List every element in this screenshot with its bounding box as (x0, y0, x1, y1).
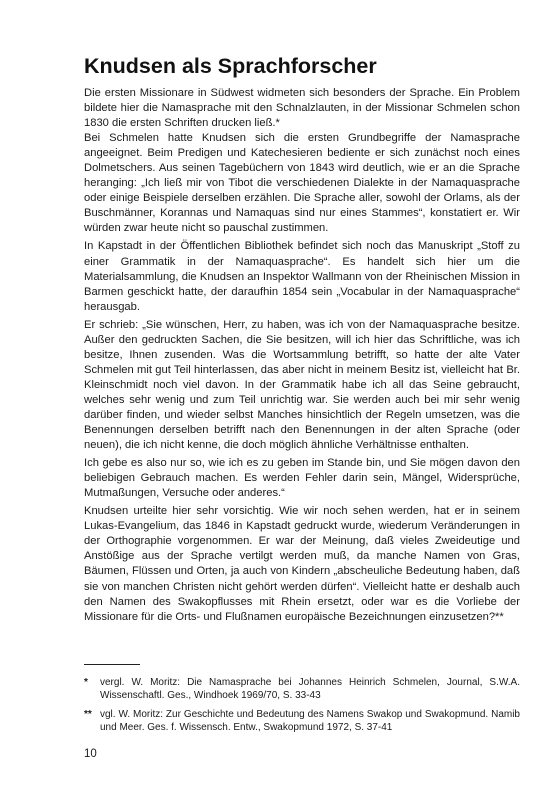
paragraph-schmelen: Bei Schmelen hatte Knudsen sich die ersten Grundbegriffe der Namasprache angeeignet. Beim Predigen und Katechesieren bediente er sich zunächst noch eines Dolmetschers. Aus seinen Tagebüchern von 1843 wird deutlich, wie er an die Sprache heranging: „Ich ließ mir von Tibot die verschiedenen Dialekte in der Namaquasprache oder einige Beispiele derselben erzählen. Die Sprache aller, sowohl der Orlams, als der Buschmänner, Korannas und Namaquas sind nur eines Stammes“, konstatiert er. Wir würden zwar heute nicht so pauschal zustimmen. (84, 132, 520, 235)
footnote-divider (84, 664, 140, 665)
paragraph-orthography: Knudsen urteilte hier sehr vorsichtig. Wie wir noch sehen werden, hat er in seinem Lukas-Evangelium, das 1846 in Kapstadt gedruckt wurde, wiederum Veränderungen in der Orthographie vorgenommen. Er war der Meinung, daß vieles Zweideutige und Anstößige aus der Sprache vertilgt werden muß, da manche Namen von Gras, Bäumen, Flüssen und Orten, ja auch von Kindern „abscheuliche Bedeutung haben, daß sie von manchen Christen nicht gehört werden dürfen“. Vielleicht hatte er deshalb auch den Namen des Swakopflusses mit Rhein ersetzt, oder war es die Vorliebe der Missionare für die Orts- und Flußnamen europäische Bezeichnungen einzusetzen?** (84, 505, 520, 623)
footnote-text: vergl. W. Moritz: Die Namasprache bei Johannes Heinrich Schmelen, Journal, S.W.A. Wissenschaftl. Ges., Windhoek 1969/70, S. 33-43 (100, 677, 520, 702)
page-title: Knudsen als Sprachforscher (84, 54, 377, 78)
footnotes (84, 676, 520, 740)
paragraph-letter-quote: Er schrieb: „Sie wünschen, Herr, zu haben, was ich von der Namaquasprache besitze. Außer den gedruckten Sachen, die Sie besitzen, will ich hier das Schriftliche, was ich besitze, Ihnen zusenden. Was die Wortsammlung betrifft, so hatte der alte Vater Schmelen mit gut Teil hinterlassen, das aber nicht in meinem Besitz ist, vielleicht hat Br. Kleinschmidt noch viel davon. In der Grammatik habe ich all das Seine gebraucht, welches sehr wenig und zum Teil unrichtig war. Sie werden auch bei mir sehr wenig darüber finden, und wieder selbst Manches hinsichtlich der Regeln umsetzen, was die Benennungen derselben betrifft nach den Benennungen in der alten Sprache (oder neuen), die ich nicht kenne, die doch möglich ähnliche Verhältnisse enthalten. (84, 318, 520, 452)
paragraph-kapstadt-manuscript: In Kapstadt in der Öffentlichen Bibliothek befindet sich noch das Manuskript „Stoff zu einer Grammatik in der Namaquasprache“. Es handelt sich hier um die Materialsammlung, die Knudsen an Inspektor Wallmann von der Rheinischen Mission in Barmen geschickt hatte, der daraufhin 1854 sein „Vocabular in der Namaquasprache“ herausgab. (84, 240, 520, 313)
footnote (84, 676, 520, 703)
footnote-text: vgl. W. Moritz: Zur Geschichte und Bedeutung des Namens Swakop und Swakopmund. Namib und Meer. Ges. f. Wissensch. Entw., Swakopmund 1972, S. 37-41 (100, 708, 520, 734)
footnote-mark: ** (84, 708, 92, 720)
page-number: 10 (84, 748, 97, 760)
footnote-mark: * (84, 677, 88, 688)
body-text (84, 86, 520, 625)
footnote (84, 708, 520, 735)
paragraph-intro: Die ersten Missionare in Südwest widmeten sich besonders der Sprache. Ein Problem bildete hier die Namasprache mit den Schnalzlauten, in der Missionar Schmelen schon 1830 die ersten Schriften drucken ließ.* (84, 87, 520, 130)
paragraph-letter-continued: Ich gebe es also nur so, wie ich es zu geben im Stande bin, und Sie mögen davon den beliebigen Gebrauch machen. Es werden Fehler darin sein, Mängel, Widersprüche, Mutmaßungen, Versuche oder anderes.“ (84, 457, 520, 500)
